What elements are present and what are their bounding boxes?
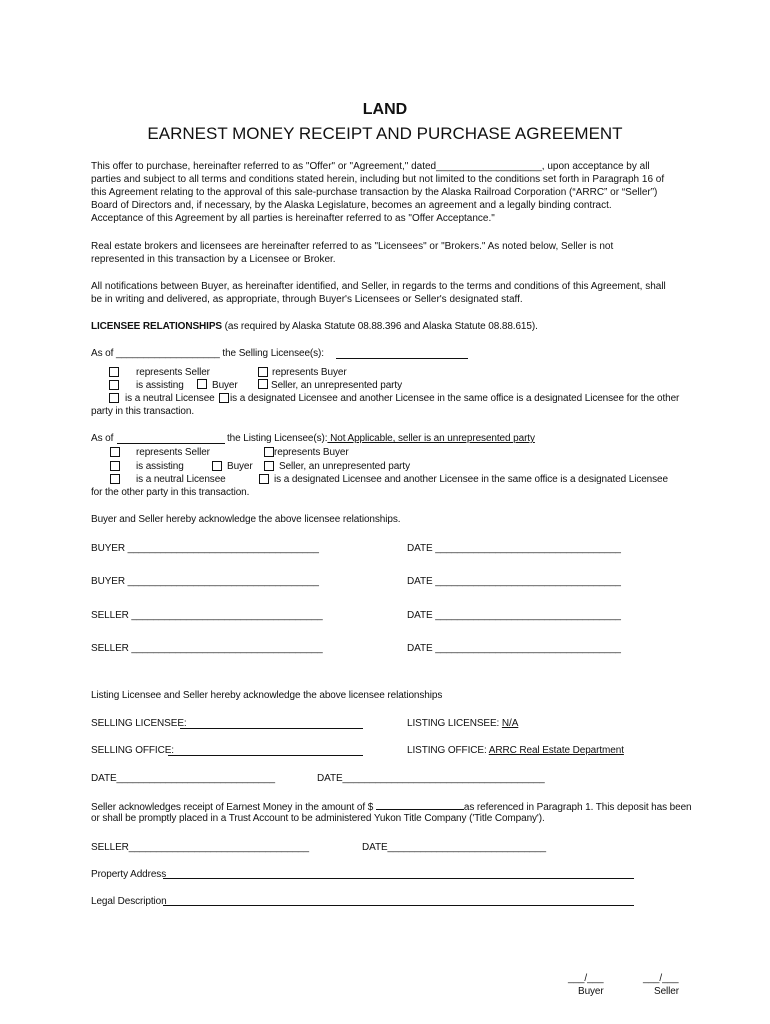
selling-represents-buyer-label: represents Buyer — [272, 367, 347, 378]
seller-date-final[interactable]: DATE_____________________________ — [362, 842, 546, 853]
intro-line: Board of Directors and, if necessary, by the Alaska Legislature, becomes an agreement and a legally binding contract. — [91, 200, 612, 212]
selling-office-label: SELLING OFFICE: — [91, 745, 174, 756]
listing-assisting-checkbox[interactable] — [110, 461, 120, 471]
listing-office-label: LISTING OFFICE: — [407, 745, 489, 756]
legal-description-label: Legal Description — [91, 896, 167, 907]
listing-acknowledge-text: Listing Licensee and Seller hereby acknowledge the above licensee relationships — [91, 690, 443, 701]
selling-designated-label: is a designated Licensee and another Licensee in the same office is a designated Licensee for the other — [230, 393, 680, 404]
selling-assisting-checkbox[interactable] — [109, 380, 119, 390]
earnest-text-b: as referenced in Paragraph 1. This deposit has been — [463, 802, 692, 813]
intro-line: This offer to purchase, hereinafter referred to as "Offer" or "Agreement," dated___________________, upon acceptance by all — [91, 161, 650, 172]
selling-assisting-label: is assisting — [136, 380, 184, 391]
listing-assisting-seller-checkbox[interactable] — [264, 461, 274, 471]
listing-represents-buyer-checkbox[interactable] — [264, 447, 274, 457]
listing-assisting-label: is assisting — [136, 461, 184, 472]
selling-assisting-buyer-checkbox[interactable] — [197, 379, 207, 389]
selling-neutral-label: is a neutral Licensee — [125, 393, 215, 404]
intro-paragraph — [91, 160, 691, 225]
buyer-signature-line[interactable]: BUYER ___________________________________ — [91, 543, 319, 554]
selling-represents-seller-label: represents Seller — [136, 367, 210, 378]
property-address-label: Property Address — [91, 869, 167, 880]
earnest-text-a: Seller acknowledges receipt of Earnest Money in the amount of $ — [91, 802, 376, 813]
buyer-initials-field[interactable]: ___/___ — [568, 973, 604, 984]
listing-designated-checkbox[interactable] — [259, 474, 269, 484]
seller-initials-label: Seller — [654, 986, 679, 997]
seller-date-line[interactable]: DATE __________________________________ — [407, 643, 621, 654]
listing-licensee-label: the Listing Licensee(s): — [227, 433, 328, 444]
licensee-date-left[interactable]: DATE_____________________________ — [91, 773, 275, 784]
selling-other-party: party in this transaction. — [91, 406, 195, 417]
listing-as-of-line — [117, 443, 225, 444]
licensee-date-right[interactable]: DATE_____________________________________ — [317, 773, 545, 784]
listing-licensee-value: N/A — [501, 718, 519, 729]
intro-line: this Agreement relating to the approval of this sale-purchase transaction by the Alaska Railroad Corporation (“ARRC” or “Seller”) — [91, 187, 658, 199]
title-land: LAND — [362, 101, 408, 118]
listing-licensee-value: Not Applicable, seller is an unrepresented party — [327, 433, 535, 444]
selling-as-of: As of ___________________ the Selling Licensee(s): — [91, 348, 324, 359]
seller-date-line[interactable]: DATE __________________________________ — [407, 610, 621, 621]
listing-licensee-row — [407, 717, 518, 730]
brokers-line: Real estate brokers and licensees are hereinafter referred to as "Licensees" or "Brokers." As noted below, Seller is not — [91, 241, 614, 252]
buyer-initials-label: Buyer — [578, 986, 604, 997]
buyer-date-line[interactable]: DATE __________________________________ — [407, 543, 621, 554]
listing-represents-buyer-label: represents Buyer — [274, 447, 349, 458]
seller-signature-line[interactable]: SELLER ___________________________________ — [91, 643, 323, 654]
selling-licensee-label: SELLING LICENSEE: — [91, 718, 187, 729]
listing-licensee-label: LISTING LICENSEE: — [407, 718, 502, 729]
listing-neutral-checkbox[interactable] — [110, 474, 120, 484]
buyer-signature-line[interactable]: BUYER ___________________________________ — [91, 576, 319, 587]
intro-line: parties and subject to all terms and conditions stated herein, including but not limited to the conditions set forth in Paragraph 16 of — [91, 174, 665, 186]
listing-neutral-label: is a neutral Licensee — [136, 474, 226, 485]
brokers-paragraph — [91, 240, 691, 266]
selling-designated-checkbox[interactable] — [219, 393, 229, 403]
acknowledge-text: Buyer and Seller hereby acknowledge the above licensee relationships. — [91, 514, 401, 525]
notifications-line: be in writing and delivered, as appropriate, through Buyer's Licensees or Seller's designated staff. — [91, 294, 523, 306]
listing-designated-label: is a designated Licensee and another Licensee in the same office is a designated Licensee — [274, 474, 668, 485]
listing-represents-seller-label: represents Seller — [136, 447, 210, 458]
selling-assisting-seller-checkbox[interactable] — [258, 379, 268, 389]
listing-office-value: ARRC Real Estate Department — [488, 745, 624, 756]
selling-licensee-field[interactable] — [180, 728, 363, 729]
selling-represents-seller-checkbox[interactable] — [109, 367, 119, 377]
relationships-heading-row — [91, 320, 538, 333]
property-address-field[interactable] — [163, 878, 634, 879]
listing-assisting-seller-label: Seller, an unrepresented party — [279, 461, 410, 472]
selling-neutral-checkbox[interactable] — [109, 393, 119, 403]
listing-office-row — [407, 744, 624, 757]
listing-licensee-row — [227, 432, 535, 445]
buyer-date-line[interactable]: DATE __________________________________ — [407, 576, 621, 587]
listing-as-of: As of — [91, 433, 114, 444]
seller-signature-line[interactable]: SELLER ___________________________________ — [91, 610, 323, 621]
intro-line: Acceptance of this Agreement by all parties is hereinafter referred to as "Offer Acceptance." — [91, 213, 495, 225]
relationships-note: (as required by Alaska Statute 08.88.396 and Alaska Statute 08.88.615). — [221, 321, 538, 332]
earnest-line-2: or shall be promptly placed in a Trust Account to be administered Yukon Title Company ('Title Company'). — [91, 813, 545, 824]
listing-other-party: for the other party in this transaction. — [91, 487, 250, 498]
brokers-line: represented in this transaction by a Licensee or Broker. — [91, 254, 336, 266]
selling-represents-buyer-checkbox[interactable] — [258, 367, 268, 377]
selling-assisting-seller-label: Seller, an unrepresented party — [271, 380, 402, 391]
selling-office-field[interactable] — [168, 755, 363, 756]
seller-signature-final[interactable]: SELLER_________________________________ — [91, 842, 309, 853]
listing-assisting-buyer-label: Buyer — [227, 461, 253, 472]
selling-assisting-buyer-label: Buyer — [212, 380, 238, 391]
notifications-paragraph — [91, 280, 691, 306]
listing-assisting-buyer-checkbox[interactable] — [212, 461, 222, 471]
listing-represents-seller-checkbox[interactable] — [110, 447, 120, 457]
relationships-heading: LICENSEE RELATIONSHIPS — [91, 321, 222, 332]
notifications-line: All notifications between Buyer, as hereinafter identified, and Seller, in regards to the terms and conditions of this Agreement, shall — [91, 281, 666, 292]
seller-initials-field[interactable]: ___/___ — [643, 973, 679, 984]
document-title: EARNEST MONEY RECEIPT AND PURCHASE AGREEMENT — [147, 124, 623, 143]
legal-description-field[interactable] — [163, 905, 634, 906]
selling-licensee-line — [336, 358, 468, 359]
earnest-amount-field[interactable] — [376, 799, 464, 810]
